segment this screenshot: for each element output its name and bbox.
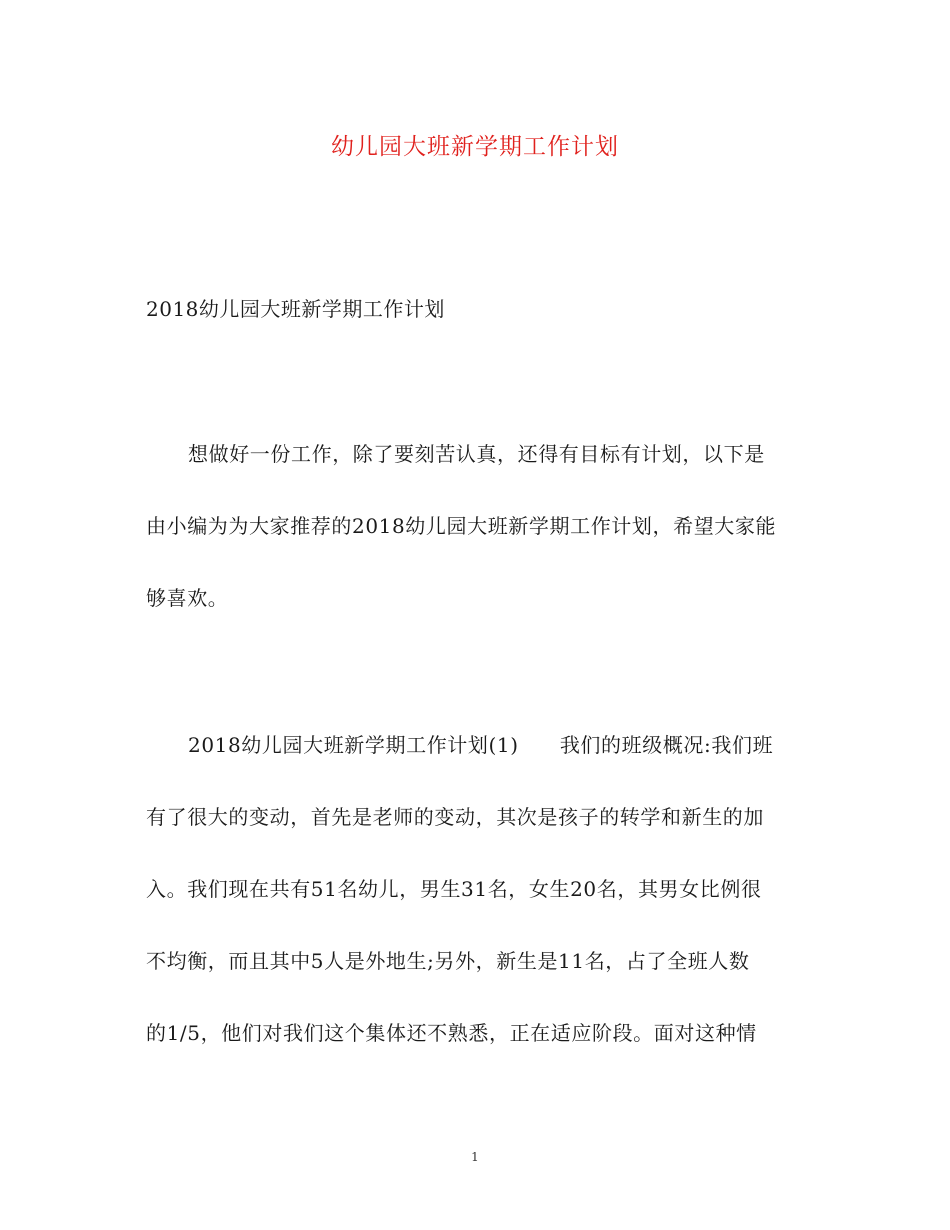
paragraph-line: 由小编为为大家推荐的2018幼儿园大班新学期工作计划，希望大家能 [146, 514, 777, 538]
paragraph-line: 入。我们现在共有51名幼儿，男生31名，女生20名，其男女比例很 [146, 877, 762, 901]
paragraph-line: 的1/5，他们对我们这个集体还不熟悉，正在适应阶段。面对这种情 [146, 1021, 757, 1045]
document-title: 幼儿园大班新学期工作计划 [331, 134, 619, 160]
paragraph-line: 想做好一份工作，除了要刻苦认真，还得有目标有计划，以下是 [188, 442, 765, 466]
page-number: 1 [471, 1150, 479, 1164]
paragraph-line: 够喜欢。 [146, 586, 229, 610]
paragraph-line: 不均衡，而且其中5人是外地生;另外，新生是11名，占了全班人数 [146, 949, 750, 973]
paragraph-line: 有了很大的变动，首先是老师的变动，其次是孩子的转学和新生的加 [146, 805, 764, 829]
document-subtitle: 2018幼儿园大班新学期工作计划 [146, 297, 445, 321]
paragraph-line: 2018幼儿园大班新学期工作计划(1) 我们的班级概况:我们班 [188, 733, 774, 757]
